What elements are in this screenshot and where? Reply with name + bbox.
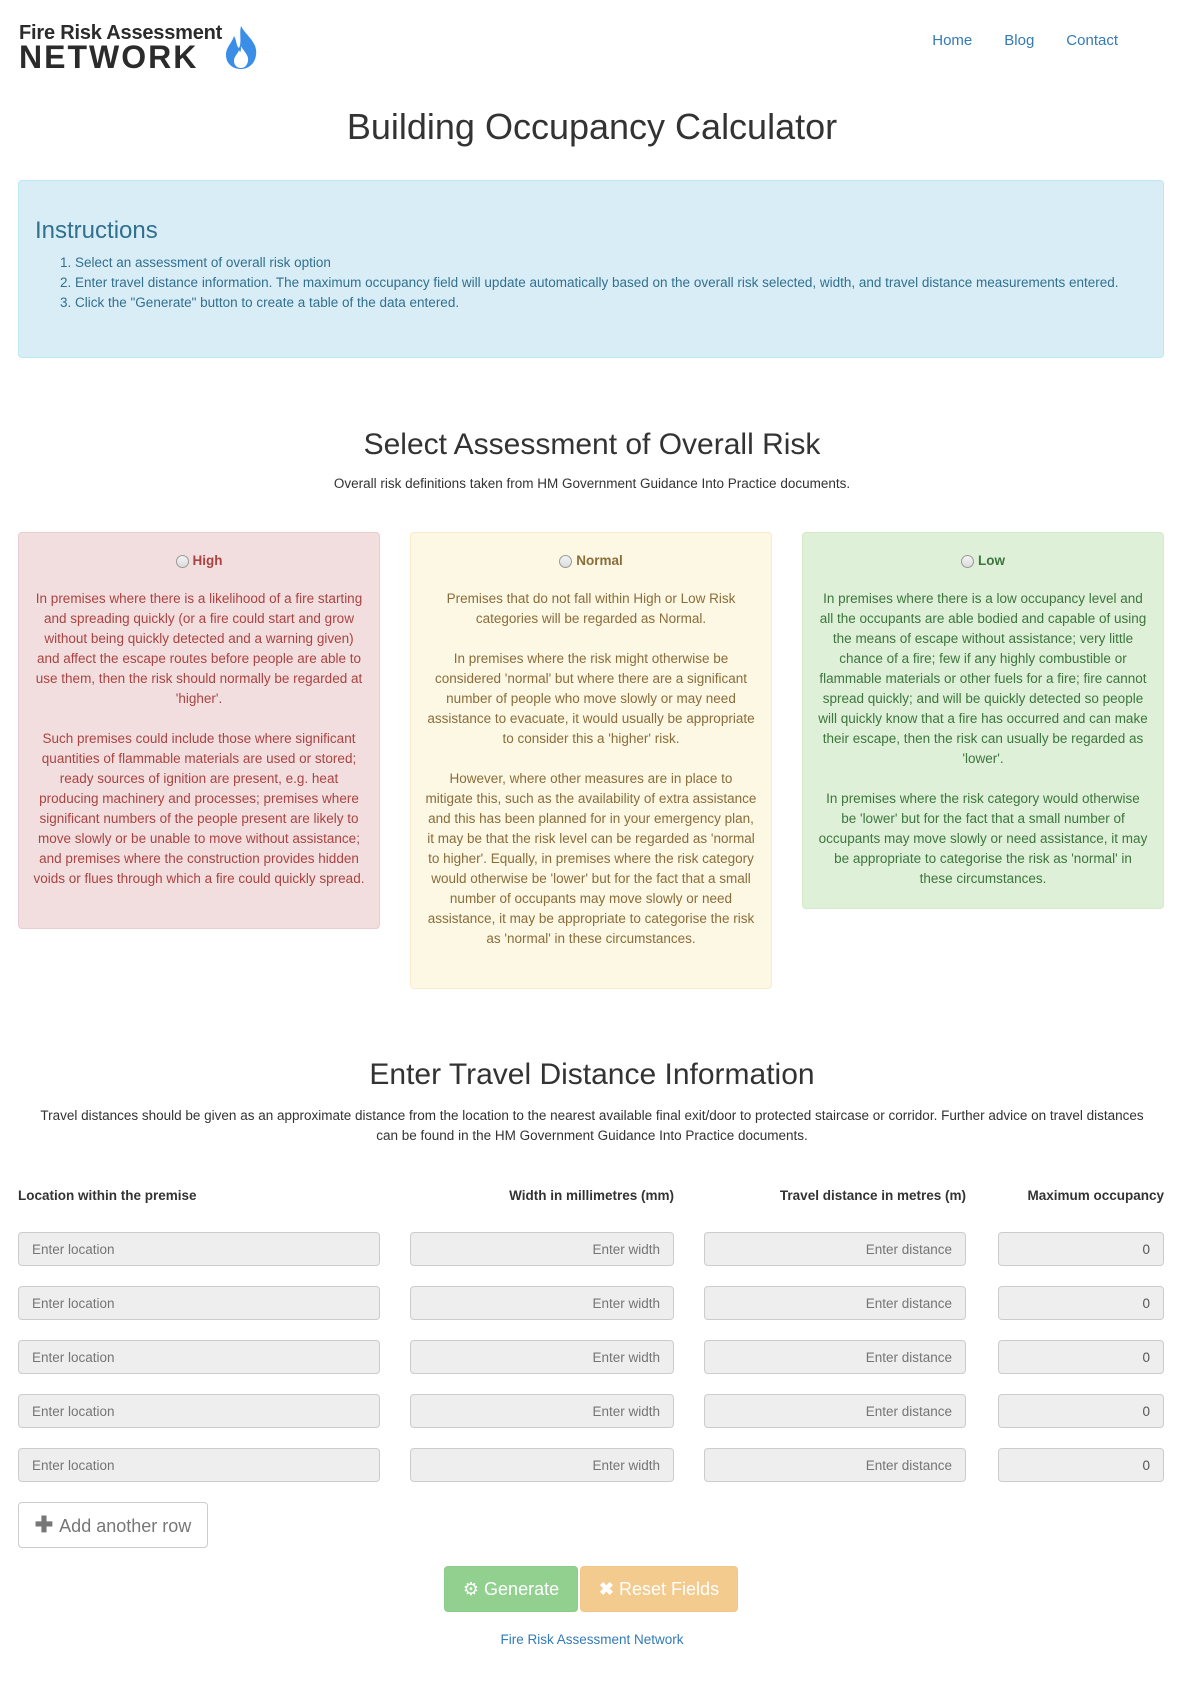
risk-option-high[interactable] — [33, 551, 365, 571]
risk-section-title: Select Assessment of Overall Risk — [363, 428, 821, 461]
distance-input[interactable] — [704, 1340, 966, 1374]
instructions-box — [18, 180, 1164, 358]
max-occupancy-field[interactable] — [998, 1448, 1164, 1482]
brand-line1: Fire Risk Assessment — [19, 22, 223, 44]
distance-input[interactable] — [704, 1286, 966, 1320]
instruction-step: 2. Enter travel distance information. The maximum occupancy field will update automatically based on the overall risk selected, width, and travel distance measurements entered. — [75, 273, 1135, 293]
risk-desc: Premises that do not fall within High or Low Risk categories will be regarded as Normal. — [446, 591, 736, 626]
width-input[interactable] — [410, 1340, 674, 1374]
distance-input[interactable] — [704, 1232, 966, 1266]
risk-desc: In premises where there is a low occupancy level and all the occupants are able bodied and capable of using the means of escape without assistance; very little chance of a fire; few if any highly combustible or flammable materials or other fuels for a fire; fire cannot spread quickly; and will be quickly detected so people will quickly know that a fire has occurred and can make their escape, then the risk can usually be regarded as 'lower'. — [818, 591, 1148, 766]
col-header-occupancy: Maximum occupancy — [1027, 1188, 1164, 1203]
risk-panel-low[interactable] — [802, 532, 1164, 909]
location-input[interactable] — [18, 1232, 380, 1266]
location-input[interactable] — [18, 1340, 380, 1374]
footer-link[interactable]: Fire Risk Assessment Network — [500, 1632, 684, 1647]
risk-desc: Such premises could include those where significant quantities of flammable materials are used or stored; ready sources of ignition are present, e.g. heat producing machinery and processes; premises where significant numbers of the people present are likely to move slowly or be unable to move without assistance; and premises where the construction provides hidden voids or flues through which a fire could quickly spread. — [33, 731, 365, 886]
reset-label: Reset Fields — [619, 1579, 720, 1599]
risk-option-normal[interactable] — [425, 551, 757, 571]
risk-desc: In premises where the risk might otherwise be considered 'normal' but where there are a significant number of people who move slowly or may need assistance to evacuate, it would usually be appropriate to consider this a 'higher' risk. — [427, 651, 755, 746]
risk-panel-normal[interactable] — [410, 532, 772, 989]
brand-line2: NETWORK — [19, 39, 199, 75]
nav-blog-link[interactable]: Blog — [1004, 32, 1035, 49]
max-occupancy-field[interactable] — [998, 1394, 1164, 1428]
risk-option-low[interactable] — [817, 551, 1149, 571]
generate-button[interactable] — [444, 1566, 578, 1612]
brand-logo[interactable] — [19, 22, 259, 75]
risk-label-low: Low — [978, 553, 1005, 568]
page-title: Building Occupancy Calculator — [346, 106, 838, 147]
radio-low[interactable] — [961, 555, 974, 568]
risk-desc: In premises where the risk category would otherwise be 'lower' but for the fact that a small number of occupants may move slowly or need assistance, it may be appropriate to categorise the risk as 'normal' in these circumstances. — [818, 791, 1148, 886]
instructions-title: Instructions — [35, 217, 158, 244]
col-header-distance: Travel distance in metres (m) — [779, 1188, 966, 1203]
width-input[interactable] — [410, 1448, 674, 1482]
risk-desc: In premises where there is a likelihood of a fire starting and spreading quickly (or a fire could start and grow without being quickly detected and a warning given) and affect the escape routes before people are able to use them, then the risk should normally be regarded at 'higher'. — [35, 591, 363, 706]
risk-label-normal: Normal — [576, 553, 623, 568]
radio-high[interactable] — [176, 555, 189, 568]
col-header-width: Width in millimetres (mm) — [509, 1188, 674, 1203]
add-row-button[interactable] — [18, 1502, 208, 1548]
travel-section-subtitle: Travel distances should be given as an approximate distance from the location to the nearest available final exit/door to protected staircase or corridor. Further advice on travel distances can be found in the HM Government Guidance Into Practice documents. — [40, 1108, 1144, 1143]
width-input[interactable] — [410, 1232, 674, 1266]
instruction-step: 1. Select an assessment of overall risk option — [75, 253, 1135, 273]
max-occupancy-field[interactable] — [998, 1286, 1164, 1320]
distance-input[interactable] — [704, 1448, 966, 1482]
width-input[interactable] — [410, 1286, 674, 1320]
col-header-location: Location within the premise — [18, 1188, 197, 1203]
risk-section-subtitle: Overall risk definitions taken from HM Government Guidance Into Practice documents. — [333, 476, 851, 491]
gear-icon: ⚙ — [462, 1579, 480, 1599]
flame-icon — [222, 24, 260, 70]
nav-home-link[interactable]: Home — [932, 32, 973, 49]
radio-normal[interactable] — [559, 555, 572, 568]
risk-label-high: High — [192, 553, 223, 568]
max-occupancy-field[interactable] — [998, 1340, 1164, 1374]
instructions-list — [75, 253, 1135, 313]
generate-label: Generate — [484, 1579, 560, 1599]
width-input[interactable] — [410, 1394, 674, 1428]
nav-contact-link[interactable]: Contact — [1066, 32, 1118, 49]
instruction-step: 3. Click the "Generate" button to create a table of the data entered. — [75, 293, 1135, 313]
navbar — [0, 0, 1184, 82]
plus-icon: ✚ — [34, 1512, 54, 1537]
reset-fields-button[interactable] — [580, 1566, 738, 1612]
max-occupancy-field[interactable] — [998, 1232, 1164, 1266]
add-row-label: Add another row — [59, 1516, 192, 1536]
distance-input[interactable] — [704, 1394, 966, 1428]
travel-section-title: Enter Travel Distance Information — [369, 1058, 815, 1091]
close-icon: ✖ — [598, 1579, 615, 1599]
location-input[interactable] — [18, 1448, 380, 1482]
location-input[interactable] — [18, 1286, 380, 1320]
top-nav — [916, 30, 1134, 51]
risk-desc: However, where other measures are in place to mitigate this, such as the availability of extra assistance and this has been planned for in your emergency plan, it may be that the risk level can be regarded as 'normal to higher'. Equally, in premises where the risk category would otherwise be 'lower' but for the fact that a small number of occupants may move slowly or need assistance, it may be appropriate to categorise the risk as 'normal' in these circumstances. — [425, 771, 757, 946]
risk-panel-high[interactable] — [18, 532, 380, 929]
location-input[interactable] — [18, 1394, 380, 1428]
